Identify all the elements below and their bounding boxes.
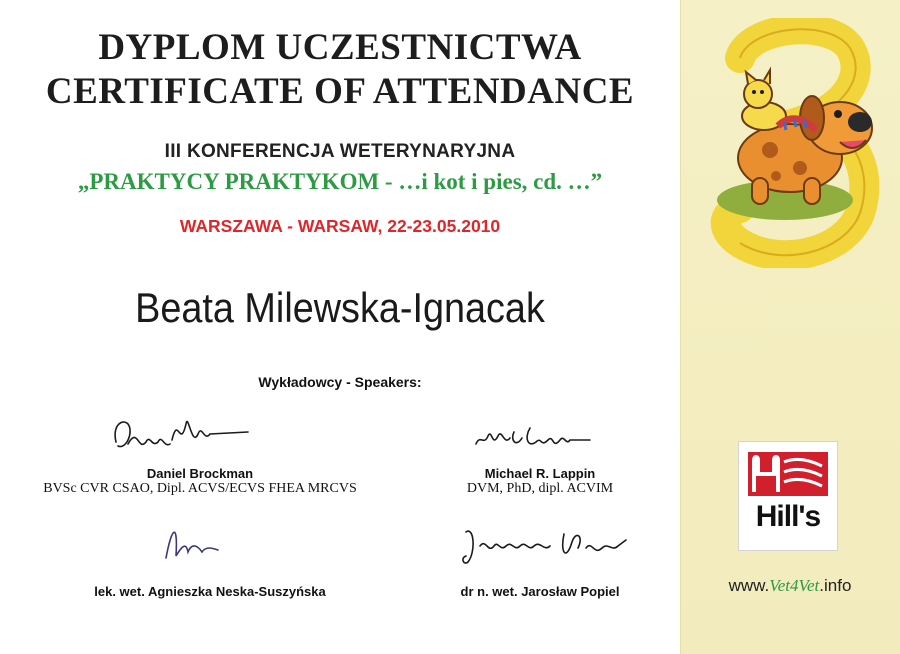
site-suffix: .info <box>819 576 852 595</box>
site-prefix: www. <box>728 576 770 595</box>
speaker-name: Daniel Brockman <box>146 466 254 481</box>
speakers-label: Wykładowcy - Speakers: <box>258 374 422 390</box>
place-date: WARSZAWA - WARSAW, 22-23.05.2010 <box>179 216 501 236</box>
title-english: CERTIFICATE OF ATTENDANCE <box>45 71 635 112</box>
hills-logo-text: Hill's <box>755 500 821 533</box>
speaker-name: dr n. wet. Jarosław Popiel <box>460 584 620 599</box>
site-brand: Vet4Vet <box>769 576 820 595</box>
conference-motto: „PRAKTYCY PRAKTYKOM - …i kot i pies, cd. …” <box>77 169 603 194</box>
signature-neska <box>158 516 228 566</box>
speaker-name: Michael R. Lappin <box>484 466 596 481</box>
conference-name: III KONFERENCJA WETERYNARYJNA <box>164 141 516 162</box>
signature-lappin <box>470 418 600 458</box>
participant-name: Beata Milewska-Ignacak <box>135 284 545 331</box>
signature-brockman <box>108 404 258 464</box>
hills-logo <box>738 441 838 551</box>
website-address <box>690 576 890 596</box>
hills-red-mark <box>748 452 828 496</box>
speaker-name: lek. wet. Agnieszka Neska-Suszyńska <box>94 584 326 599</box>
speaker-popiel <box>440 584 640 599</box>
mascot-illustration <box>700 18 880 273</box>
speaker-credentials: BVSc CVR CSAO, Dipl. ACVS/ECVS FHEA MRCVS <box>43 481 357 496</box>
title-polish: DYPLOM UCZESTNICTWA <box>98 27 582 68</box>
speaker-brockman <box>10 466 390 497</box>
signature-popiel <box>456 522 636 572</box>
speaker-credentials: DVM, PhD, dipl. ACVIM <box>466 481 614 496</box>
speaker-neska <box>60 584 360 599</box>
speaker-lappin <box>440 466 640 497</box>
